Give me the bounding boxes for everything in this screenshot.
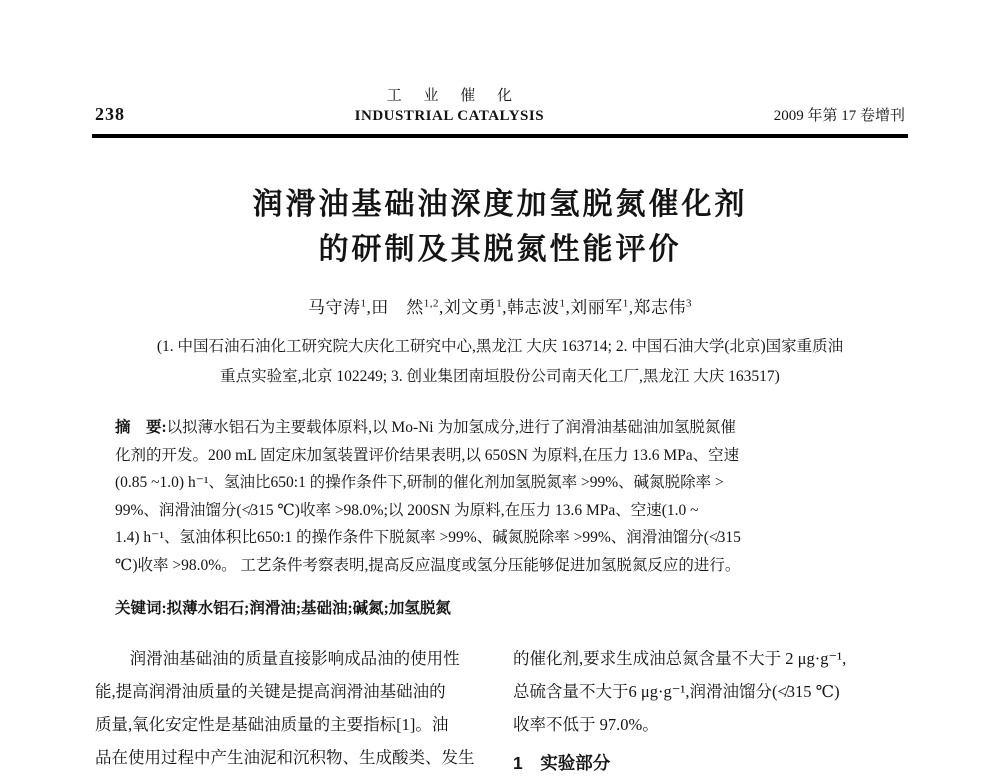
author-name: 田 然 bbox=[371, 298, 424, 317]
article-title-line1: 润滑油基础油深度加氢脱氮催化剂 bbox=[252, 188, 748, 221]
body-text-line: 总硫含量不大于6 μg·g⁻¹,润滑油馏分(≮315 ℃) bbox=[513, 682, 840, 701]
abstract-line: ℃)收率 >98.0%。 工艺条件考察表明,提高反应温度或氢分压能够促进加氢脱氮反应的进行。 bbox=[115, 556, 741, 574]
body-text-line: 品在使用过程中产生油泥和沉积物、生成酸类、发生 bbox=[95, 748, 475, 767]
article-title-line2: 的研制及其脱氮性能评价 bbox=[318, 233, 682, 266]
author-name: 马守涛 bbox=[308, 298, 361, 317]
author-name: 刘文勇 bbox=[443, 298, 497, 317]
page-number: 238 bbox=[95, 104, 125, 124]
abstract-lines bbox=[115, 442, 885, 580]
affiliation-line: 重点实验室,北京 102249; 3. 创业集团南垣股份公司南天化工厂,黑龙江 大庆 163517) bbox=[220, 368, 780, 385]
journal-title-en: INDUSTRIAL CATALYSIS bbox=[354, 108, 545, 124]
author-name: 郑志伟 bbox=[633, 298, 686, 317]
journal-title-block bbox=[355, 84, 544, 125]
abstract-text: 以拟薄水铝石为主要载体原料,以 Mo-Ni 为加氢成分,进行了润滑油基础油加氢脱氮催 bbox=[166, 419, 736, 436]
keywords bbox=[115, 596, 885, 618]
right-column bbox=[513, 642, 905, 780]
body-text-line: 质量,氧化安定性是基础油质量的主要指标[1]。油 bbox=[95, 715, 449, 734]
author-superscript: 1 bbox=[496, 297, 503, 310]
author-superscript: 1 bbox=[622, 297, 629, 310]
author-name: 韩志波 bbox=[507, 298, 560, 317]
author-name: 刘丽军 bbox=[570, 298, 623, 317]
section-heading: 1 实验部分 bbox=[513, 753, 611, 773]
abstract-line: 99%、润滑油馏分(≮315 ℃)收率 >98.0%;以 200SN 为原料,在压力 13.6 MPa、空速(1.0 ~ bbox=[115, 501, 699, 519]
affiliation-line: (1. 中国石油石油化工研究院大庆化工研究中心,黑龙江 大庆 163714; 2. 中国石油大学(北京)国家重质油 bbox=[156, 338, 844, 355]
abstract-line: (0.85 ~1.0) h⁻¹、氢油比650:1 的操作条件下,研制的催化剂加氢脱氮率 >99%、碱氮脱除率 > bbox=[115, 474, 724, 491]
body-text-line: 能,提高润滑油质量的关键是提高润滑油基础油的 bbox=[95, 682, 446, 701]
keywords-text: 拟薄水铝石;润滑油;基础油;碱氮;加氢脱氮 bbox=[166, 600, 451, 617]
author-superscript: 1 bbox=[360, 297, 367, 310]
abstract-line bbox=[115, 414, 885, 442]
abstract-label: 摘 要: bbox=[115, 419, 167, 436]
page-content bbox=[0, 182, 1000, 780]
article-title bbox=[95, 182, 905, 272]
abstract-line: 1.4) h⁻¹、氢油体积比650:1 的操作条件下脱氮率 >99%、碱氮脱除率 >99%、润滑油馏分(≮315 bbox=[115, 529, 741, 546]
article-body bbox=[95, 642, 905, 780]
page-header bbox=[0, 0, 1000, 125]
author-superscript: 3 bbox=[686, 297, 692, 310]
issue-info: 2009 年第 17 卷增刊 bbox=[773, 108, 905, 124]
journal-title-cn: 工 业 催 化 bbox=[386, 88, 521, 104]
right-column-lines bbox=[513, 642, 905, 741]
affiliations bbox=[95, 332, 905, 392]
header-rule bbox=[92, 134, 908, 138]
author-superscript: 1 bbox=[559, 297, 566, 310]
body-text-line: 收率不低于 97.0%。 bbox=[513, 715, 659, 734]
abstract bbox=[115, 414, 885, 579]
body-text-line: 润滑油基础油的质量直接影响成品油的使用性 bbox=[129, 649, 460, 668]
left-column bbox=[95, 642, 487, 780]
author-superscript: 1,2 bbox=[423, 297, 439, 310]
abstract-line: 化剂的开发。200 mL 固定床加氢装置评价结果表明,以 650SN 为原料,在压力 13.6 MPa、空速 bbox=[115, 446, 740, 464]
authors-line: 马守涛$^1$,田 然$^{1,2}$,刘文勇$^1$,韩志波$^1$,刘丽军$^1$,郑志伟$^3$ bbox=[308, 297, 692, 317]
keywords-label: 关键词: bbox=[115, 600, 167, 617]
body-text-line: 的催化剂,要求生成油总氮含量不大于 2 μg·g⁻¹, bbox=[513, 649, 847, 668]
